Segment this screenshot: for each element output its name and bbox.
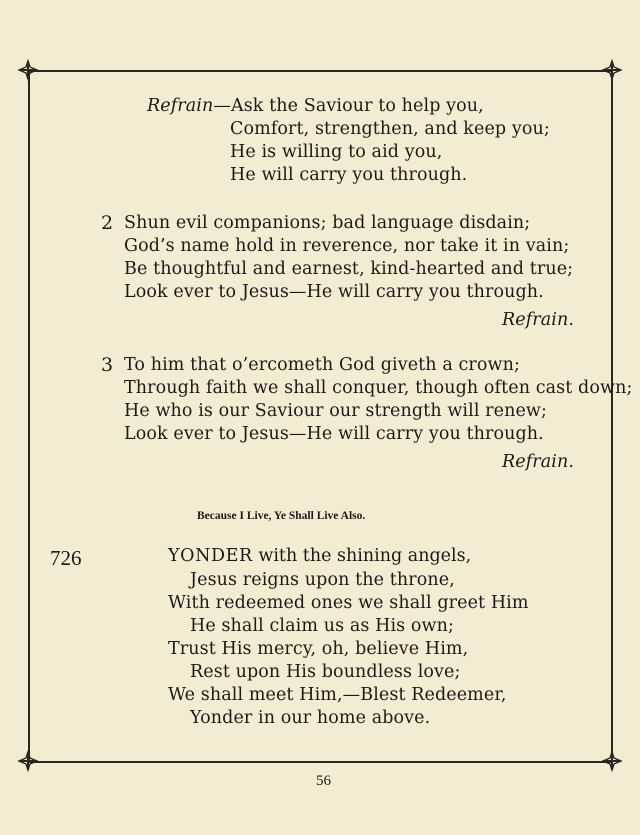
hymn-first-word: YONDER bbox=[168, 546, 253, 566]
verse-line: Look ever to Jesus—He will carry you through. bbox=[124, 424, 544, 444]
refrain-first-line bbox=[147, 96, 484, 116]
hymn-line: With redeemed ones we shall greet Him bbox=[168, 593, 529, 613]
left-border-rule bbox=[28, 70, 30, 762]
verse-line: Look ever to Jesus—He will carry you through. bbox=[124, 282, 544, 302]
refrain-line: He will carry you through. bbox=[230, 165, 468, 185]
verse-line: Be thoughtful and earnest, kind-hearted and true; bbox=[124, 259, 574, 279]
cross-ornament-icon bbox=[601, 59, 623, 81]
hymn-line: He shall claim us as His own; bbox=[190, 616, 454, 636]
hymn-line: Jesus reigns upon the throne, bbox=[190, 570, 455, 590]
refrain-label: Refrain bbox=[147, 96, 214, 116]
cross-ornament-icon bbox=[17, 750, 39, 772]
hymn-first-rest: with the shining angels, bbox=[252, 546, 472, 566]
top-border-rule bbox=[28, 70, 612, 72]
hymn-number: 726 bbox=[50, 546, 82, 570]
verse-line: Shun evil companions; bad language disdain; bbox=[124, 213, 531, 233]
right-border-rule bbox=[611, 70, 613, 762]
cross-ornament-icon bbox=[601, 750, 623, 772]
page-number: 56 bbox=[316, 773, 331, 789]
refrain-line: —Ask the Saviour to help you, bbox=[213, 96, 484, 116]
verse-line: God’s name hold in reverence, nor take it in vain; bbox=[124, 236, 570, 256]
verse-number: 3 bbox=[101, 354, 114, 376]
hymn-line: Rest upon His boundless love; bbox=[190, 662, 461, 682]
refrain-line: Comfort, strengthen, and keep you; bbox=[230, 119, 550, 139]
verse-number: 2 bbox=[101, 212, 114, 234]
refrain-cue: Refrain. bbox=[502, 452, 575, 472]
hymn-line: Trust His mercy, oh, believe Him, bbox=[168, 639, 469, 659]
verse-line: Through faith we shall conquer, though often cast down; bbox=[124, 378, 633, 398]
verse-line: To him that o’ercometh God giveth a crown; bbox=[124, 355, 520, 375]
hymn-line: Yonder in our home above. bbox=[190, 708, 431, 728]
hymn-title: Because I Live, Ye Shall Live Also. bbox=[197, 510, 366, 522]
hymn-line: We shall meet Him,—Blest Redeemer, bbox=[168, 685, 507, 705]
hymn-first-line bbox=[168, 546, 471, 566]
verse-line: He who is our Saviour our strength will renew; bbox=[124, 401, 548, 421]
refrain-line: He is willing to aid you, bbox=[230, 142, 443, 162]
cross-ornament-icon bbox=[17, 59, 39, 81]
bottom-border-rule bbox=[28, 761, 612, 763]
refrain-cue: Refrain. bbox=[502, 310, 575, 330]
